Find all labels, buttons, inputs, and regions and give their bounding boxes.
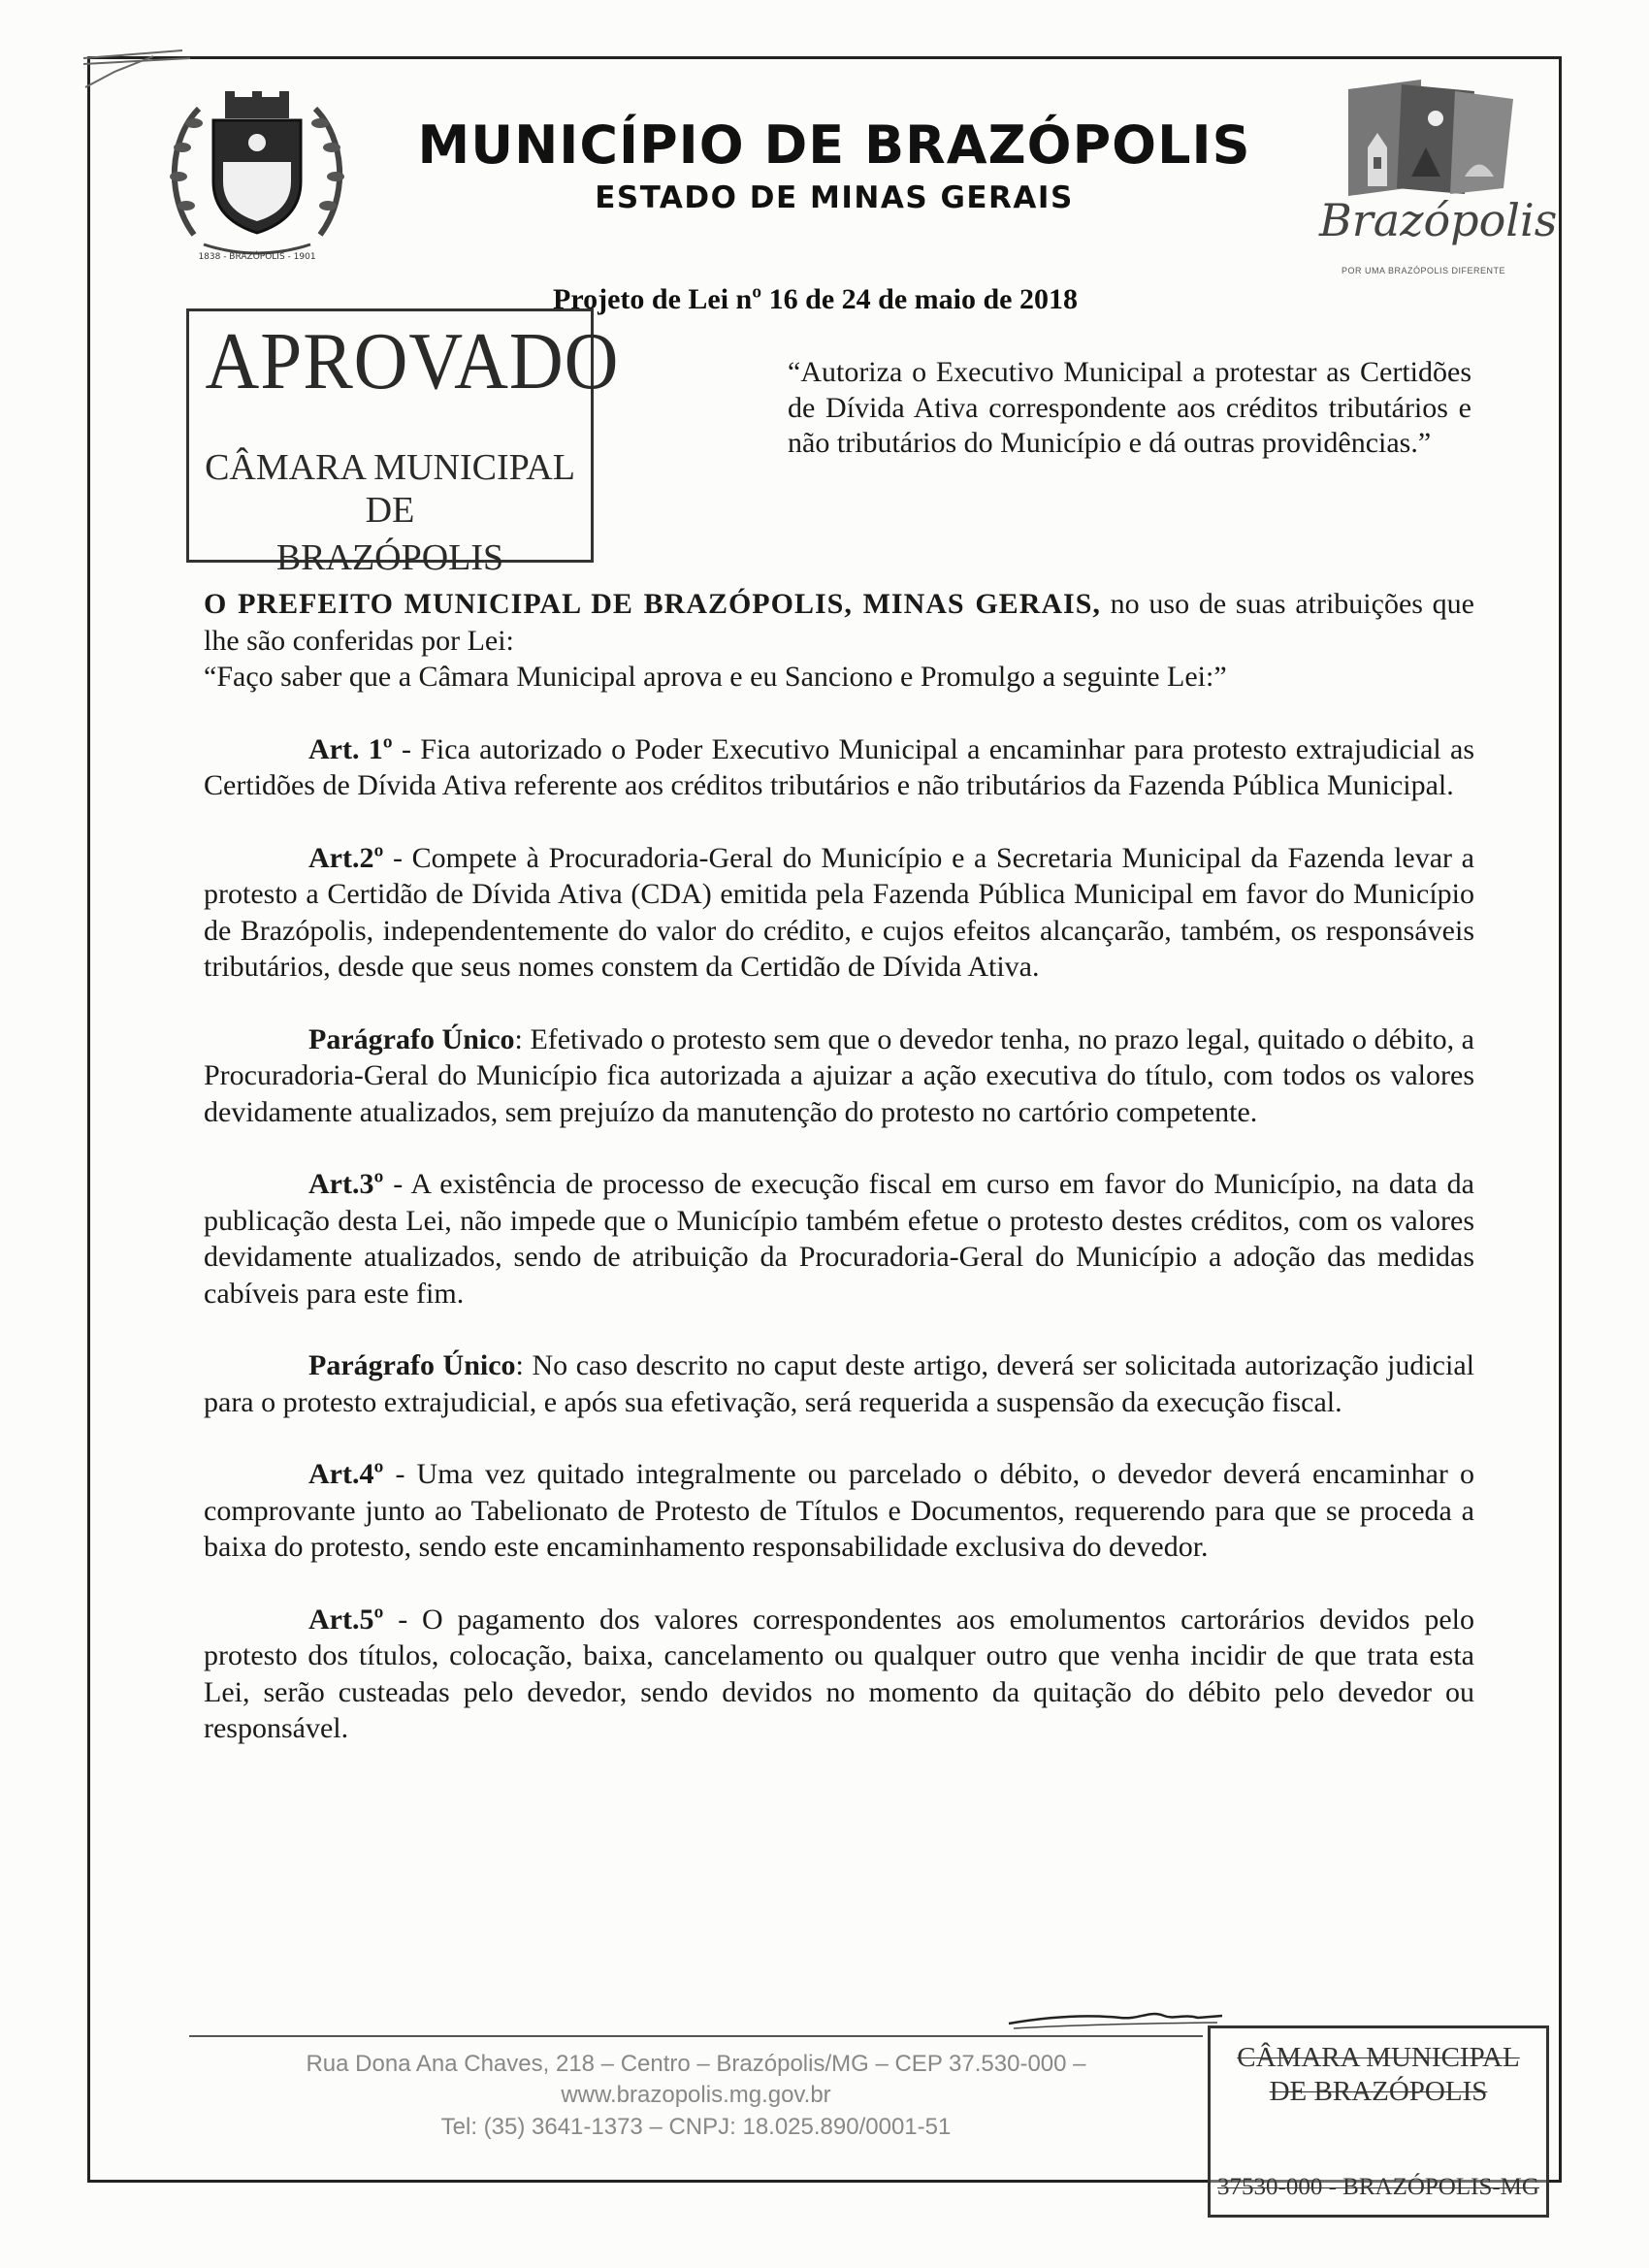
camara-stamp-line1: CÂMARA MUNICIPAL xyxy=(1237,2042,1520,2073)
article-label: Parágrafo Único xyxy=(308,1349,516,1381)
article-text: : Efetivado o protesto sem que o devedor tenha, no prazo legal, quitado o débito, a Procuradoria-Geral do Município fica autorizada a ajuizar a ação executiva do título, com todos os valores devidamente atualizados, sem prejuízo da manutenção do protesto no cartório competente. xyxy=(204,1022,1474,1128)
article-label: Parágrafo Único xyxy=(308,1022,515,1055)
law-body xyxy=(204,586,1474,1747)
article-text: - Uma vez quitado integralmente ou parcelado o débito, o devedor deverá encaminhar o comprovante junto ao Tabelionato de Protesto de Títulos e Documentos, requerendo para que se proceda a baixa do protesto, sendo este encaminhamento responsabilidade exclusiva do devedor. xyxy=(204,1458,1474,1563)
page-title: MUNICÍPIO DE BRAZÓPOLIS xyxy=(417,114,1251,176)
article-label: Art.2º xyxy=(308,841,384,874)
opening-rest: no uso de suas atribuições que lhe são conferidas por Lei: xyxy=(204,588,1475,657)
footer-address-line2: Tel: (35) 3641-1373 – CNPJ: 18.025.890/0001-51 xyxy=(440,2113,952,2140)
page-subtitle: ESTADO DE MINAS GERAIS xyxy=(595,180,1074,215)
article-3 xyxy=(204,1166,1474,1312)
article-4 xyxy=(204,1456,1474,1566)
city-logo xyxy=(1319,80,1558,283)
logo-tagline: POR UMA BRAZÓPOLIS DIFERENTE xyxy=(1341,266,1506,275)
article-text: - Fica autorizado o Poder Executivo Municipal a encaminhar para protesto extrajudicial as Certidões de Dívida Ativa referente aos créditos tributários e não tributários da Fazenda Pública Municipal. xyxy=(204,732,1475,801)
crest-motto: 1838 - BRAZÓPOLIS - 1901 xyxy=(198,252,316,262)
article-5 xyxy=(204,1602,1474,1747)
opening-prefeito: O PREFEITO MUNICIPAL DE BRAZÓPOLIS, MINAS GERAIS, xyxy=(204,588,1101,620)
article-text: : No caso descrito no caput deste artigo, deverá ser solicitada autorização judicial para o protesto extrajudicial, e após sua efetivação, será requerida a suspensão da execução fiscal. xyxy=(204,1349,1474,1418)
camara-stamp xyxy=(1208,2025,1549,2218)
article-1 xyxy=(204,731,1474,804)
footer-address-line1: Rua Dona Ana Chaves, 218 – Centro – Brazópolis/MG – CEP 37.530-000 – www.brazopolis.mg.gov.br xyxy=(306,2051,1086,2109)
article-2-paragraph xyxy=(204,1021,1474,1131)
approved-stamp-line2: BRAZÓPOLIS xyxy=(275,537,504,579)
approved-stamp-line1: CÂMARA MUNICIPAL DE xyxy=(205,447,575,531)
opening-paragraph xyxy=(204,586,1474,659)
footer-divider xyxy=(189,2035,1203,2037)
article-label: Art.5º xyxy=(308,1603,384,1636)
article-text: - O pagamento dos valores correspondentes aos emolumentos cartorários devidos pelo protesto dos títulos, colocação, baixa, cancelamento ou qualquer outro que venha incidir de que trata esta Lei, serão custeadas pelo devedor, sendo devidos no momento da quitação do débito pelo devedor ou responsável. xyxy=(204,1603,1474,1744)
approved-stamp xyxy=(186,308,620,579)
municipal-crest-icon xyxy=(165,89,349,264)
footer-address xyxy=(189,2049,1203,2143)
signature-mark xyxy=(1004,1996,1227,2035)
camara-stamp-line2: DE BRAZÓPOLIS xyxy=(1269,2076,1488,2107)
article-2 xyxy=(204,840,1474,986)
article-text: - Compete à Procuradoria-Geral do Município e a Secretaria Municipal da Fazenda levar a protesto a Certidão de Dívida Ativa (CDA) emitida pela Fazenda Pública Municipal em favor do Município de Brazópolis, independentemente do valor do crédito, e cujos efeitos alcançarão, também, os responsáveis tributários, desde que seus nomes constem da Certidão de Dívida Ativa. xyxy=(204,841,1474,983)
article-label: Art. 1º xyxy=(308,732,393,765)
city-logo-icon xyxy=(1319,80,1528,206)
logo-brand-text: Brazópolis xyxy=(1319,194,1558,246)
article-text: - A existência de processo de execução fiscal em curso em favor do Município, na data da publicação desta Lei, não impede que o Município também efetue o protesto destes créditos, com os valores devidamente atualizados, sendo de atribuição da Procuradoria-Geral do Município a adoção das medidas cabíveis para este fim. xyxy=(204,1168,1474,1310)
article-3-paragraph xyxy=(204,1347,1474,1420)
bill-summary: “Autoriza o Executivo Municipal a protestar as Certidões de Dívida Ativa correspondente aos créditos tributários e não tributários do Município e dá outras providências.” xyxy=(788,356,1471,460)
opening-line2: “Faço saber que a Câmara Municipal aprova e eu Sanciono e Promulgo a seguinte Lei:” xyxy=(204,661,1227,693)
camara-stamp-line3: 37530-000 - BRAZÓPOLIS-MG xyxy=(1217,2174,1539,2200)
approved-stamp-title: APROVADO xyxy=(205,316,620,406)
article-label: Art.4º xyxy=(308,1458,384,1490)
bill-title: Projeto de Lei nº 16 de 24 de maio de 2018 xyxy=(553,283,1078,315)
article-label: Art.3º xyxy=(308,1168,384,1200)
